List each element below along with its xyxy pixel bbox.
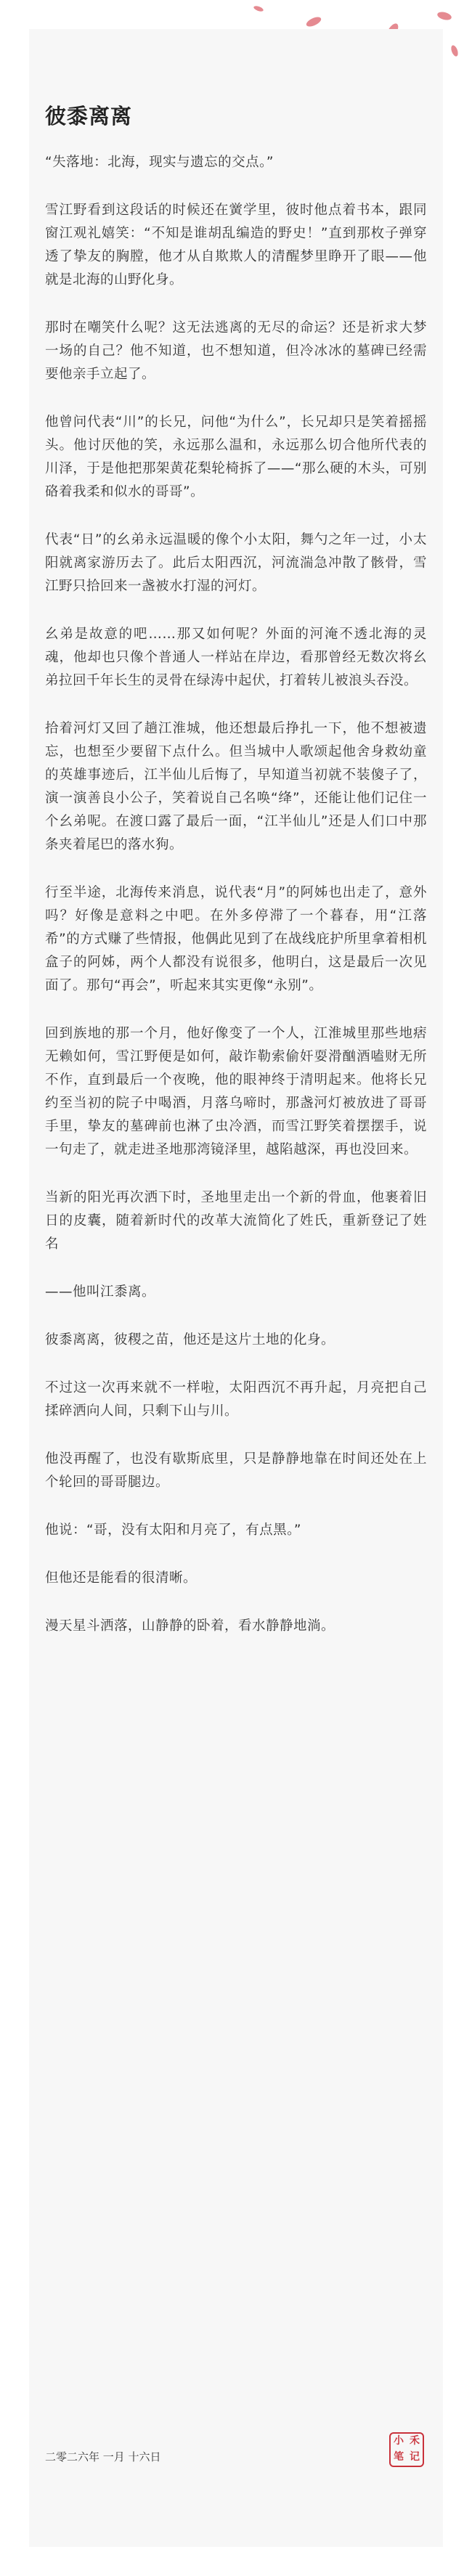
article-paragraph: 那时在嘲笑什么呢？这无法逃离的无尽的命运？还是祈求大梦一场的自己？他不知道，也不想知道，但冷冰冰的墓碑已经需要他亲手立起了。 bbox=[45, 320, 427, 382]
article-paragraph: ——他叫江黍离。 bbox=[45, 1284, 156, 1300]
article-paragraph: 彼黍离离，彼稷之苗，他还是这片土地的化身。 bbox=[45, 1332, 335, 1348]
article-paragraph: “失落地：北海，现实与遗忘的交点。” bbox=[45, 155, 274, 170]
seal-character: 小 bbox=[394, 2435, 404, 2447]
article-paragraph: 行至半途，北海传来消息，说代表“月”的阿姊也出走了，意外吗？好像是意料之中吧。在外多停滞了一个暮春，用“江落希”的方式赚了些情报，他偶此见到了在战线庇护所里拿着相机盒子的阿姊，两个人都没有说很多，他明白，这是最后一次见面了。那句“再会”，听起来其实更像“永别”。 bbox=[45, 885, 427, 993]
petal-icon bbox=[436, 11, 452, 22]
article-paragraph: 但他还是能看的很清晰。 bbox=[45, 1570, 198, 1586]
article-paragraph: 漫天星斗洒落，山静静的卧着，看水静静地淌。 bbox=[45, 1618, 335, 1634]
article-paragraph: 幺弟是故意的吧……那又如何呢？外面的河淹不透北海的灵魂，他却也只像个普通人一样站在岸边，看那曾经无数次将幺弟拉回千年长生的灵骨在绿涛中起伏，打着转儿被浪头吞没。 bbox=[45, 627, 427, 688]
article-title: 彼黍离离 bbox=[45, 104, 133, 129]
article-paragraph: 拾着河灯又回了趟江淮城，他还想最后挣扎一下，他不想被遗忘，也想至少要留下点什么。但当城中人歌颂起他舍身救幼童的英雄事迹后，江半仙儿后悔了，早知道当初就不装傻子了，演一演善良小公子，笑着说自己名唤“绛”，还能让他们记住一个幺弟呢。在渡口露了最后一面，“江半仙儿”还是人们口中那条夹着尾巴的落水狗。 bbox=[45, 721, 427, 852]
article-paragraph: 他说：“哥，没有太阳和月亮了，有点黑。” bbox=[45, 1523, 301, 1538]
petal-icon bbox=[450, 44, 460, 57]
article-body bbox=[45, 151, 427, 1638]
seal-character: 记 bbox=[410, 2451, 420, 2463]
article-paragraph: 他曾问代表“川”的长兄，问他“为什么”，长兄却只是笑着摇摇头。他讨厌他的笑，永远那么温和，永远那么切合他所代表的川泽，于是他把那架黄花梨轮椅拆了——“那么硬的木头，可别硌着我柔和似水的哥哥”。 bbox=[45, 415, 427, 500]
seal-stamp bbox=[389, 2432, 424, 2467]
petal-icon bbox=[253, 5, 264, 12]
article-date: 二零二六年 一月 十六日 bbox=[45, 2450, 161, 2463]
petal-icon bbox=[305, 15, 322, 28]
article-paragraph: 不过这一次再来就不一样啦，太阳西沉不再升起，月亮把自己揉碎洒向人间，只剩下山与川。 bbox=[45, 1380, 427, 1419]
article-paragraph: 当新的阳光再次洒下时，圣地里走出一个新的骨血，他裹着旧日的皮囊，随着新时代的改革大流简化了姓氏，重新登记了姓名 bbox=[45, 1190, 427, 1252]
article-paragraph: 他没再醒了，也没有歇斯底里，只是静静地靠在时间还处在上个轮回的哥哥腿边。 bbox=[45, 1451, 427, 1490]
article-paragraph: 雪江野看到这段话的时候还在黉学里，彼时他点着书本，跟同窗江观礼嬉笑：“不知是谁胡乱编造的野史！”直到那枚子弹穿透了挚友的胸膛，他才从自欺欺人的清醒梦里睁开了眼——他就是北海的山野化身。 bbox=[45, 203, 427, 288]
article-paragraph: 代表“日”的幺弟永远温暖的像个小太阳，舞勺之年一过，小太阳就离家游历去了。此后太阳西沉，河流湍急冲散了骸骨，雪江野只拾回来一盏被水打湿的河灯。 bbox=[45, 532, 427, 594]
article-paragraph: 回到族地的那一个月，他好像变了一个人，江淮城里那些地痞无赖如何，雪江野便是如何，敲诈勒索偷奸耍滑酗酒嗑财无所不作，直到最后一个夜晚，他的眼神终于清明起来。他将长兄约至当初的院子中喝酒，月落乌啼时，那盏河灯被放进了哥哥手里，挚友的墓碑前也淋了虫冷酒，而雪江野笑着摆摆手，说一句走了，就走进圣地那湾镜泽里，越陷越深，再也没回来。 bbox=[45, 1026, 427, 1157]
seal-character: 笔 bbox=[394, 2451, 404, 2463]
article-paper bbox=[29, 29, 443, 2547]
seal-character: 禾 bbox=[410, 2435, 420, 2447]
